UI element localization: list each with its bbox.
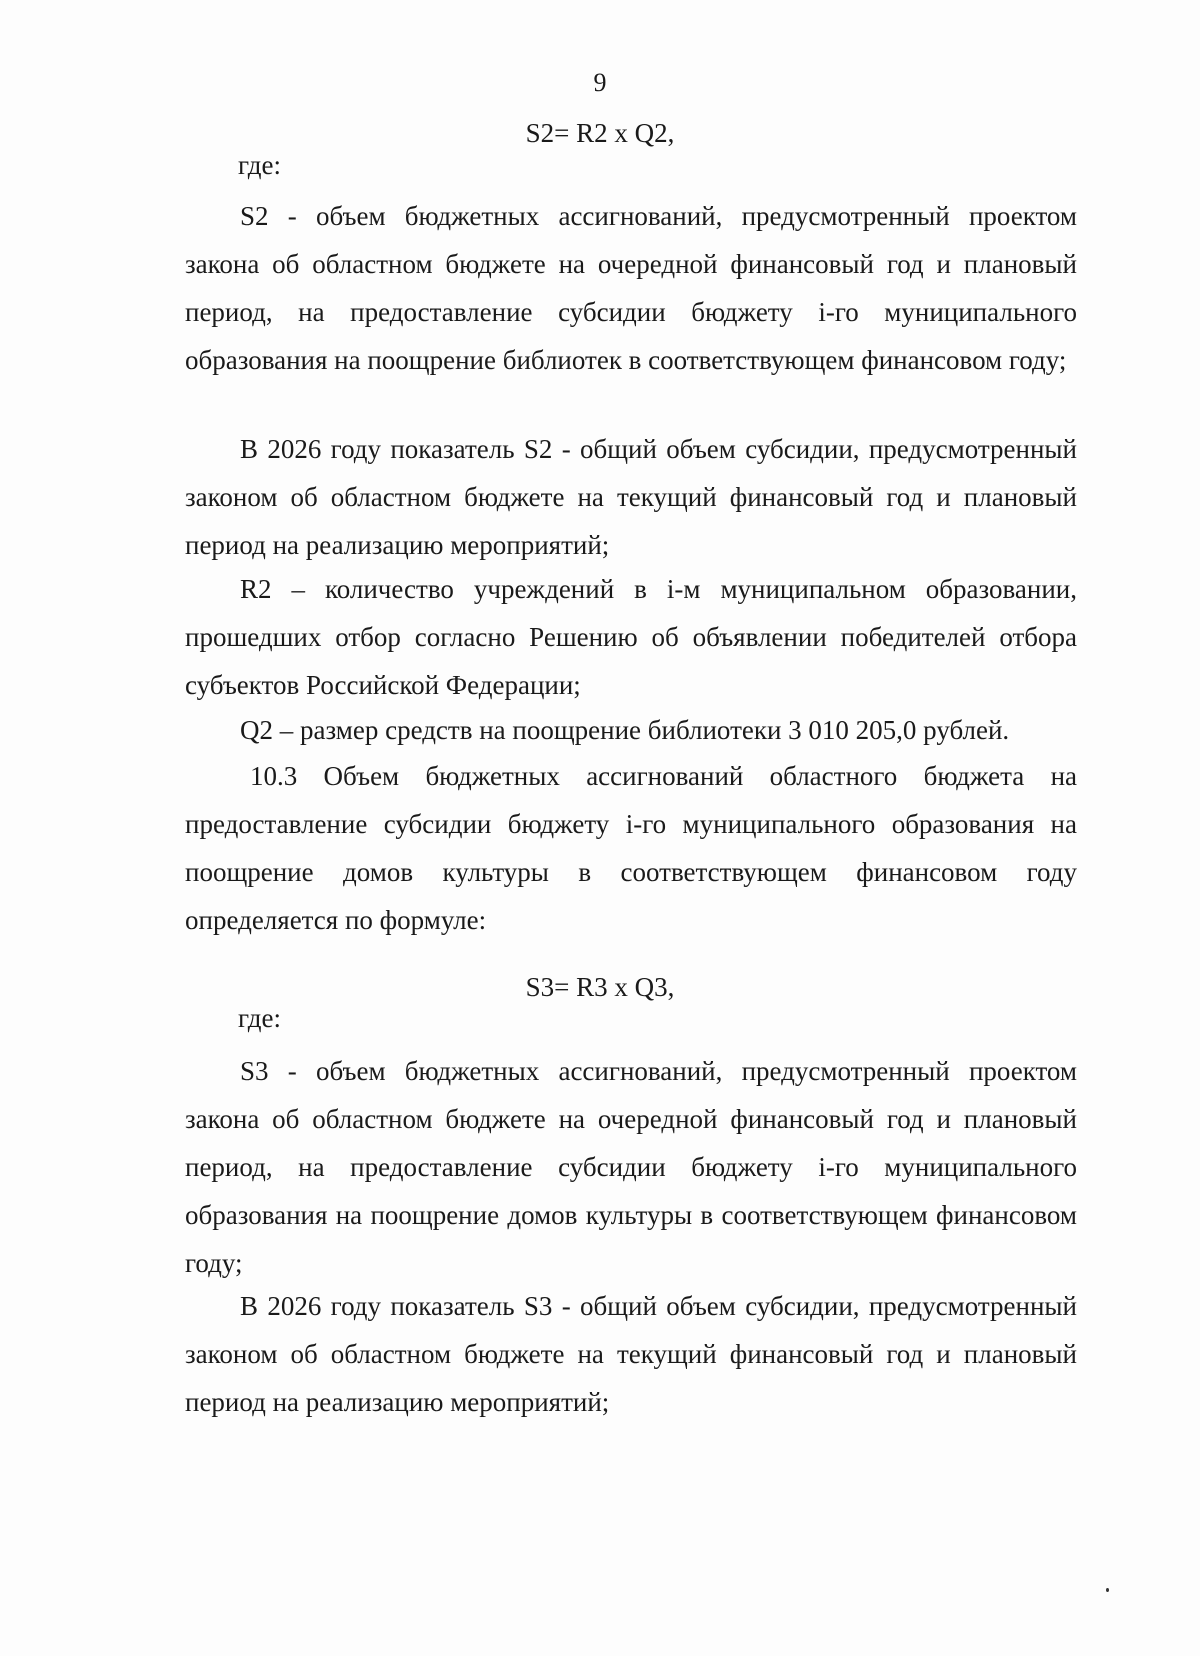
paragraph-s3-2026: В 2026 году показатель S3 - общий объем субсидии, предусмотренный законом об областном бюджете на текущий финансовый год и плановый период на реализацию мероприятий;	[185, 1291, 1077, 1417]
formula-s2: S2= R2 x Q2,	[525, 118, 675, 148]
paragraph-s2-2026: В 2026 году показатель S2 - общий объем субсидии, предусмотренный законом об областном бюджете на текущий финансовый год и плановый период на реализацию мероприятий;	[185, 434, 1077, 560]
paragraph-s2-definition: S2 - объем бюджетных ассигнований, предусмотренный проектом закона об областном бюджете на очередной финансовый год и плановый период, на предоставление субсидии бюджету i-го муниципального образования на поощрение библиотек в соответствующем финансовом году;	[185, 201, 1077, 375]
formula-s3: S3= R3 x Q3,	[525, 972, 675, 1002]
where-label: где:	[238, 150, 281, 180]
paragraph-q2-definition: Q2 – размер средств на поощрение библиотеки 3 010 205,0 рублей.	[240, 715, 1010, 745]
scan-speck	[1106, 1588, 1109, 1592]
page-number: 9	[593, 68, 607, 97]
paragraph-10-3: 10.3 Объем бюджетных ассигнований областного бюджета на предоставление субсидии бюджету i-го муниципального образования на поощрение домов культуры в соответствующем финансовом году определяется по формуле:	[185, 761, 1077, 935]
paragraph-r2-definition: R2 – количество учреждений в i-м муниципальном образовании, прошедших отбор согласно Решению об объявлении победителей отбора субъектов Российской Федерации;	[185, 574, 1077, 700]
paragraph-s3-definition: S3 - объем бюджетных ассигнований, предусмотренный проектом закона об областном бюджете на очередной финансовый год и плановый период, на предоставление субсидии бюджету i-го муниципального образования на поощрение домов культуры в соответствующем финансовом году;	[185, 1056, 1077, 1278]
where-label: где:	[238, 1003, 281, 1033]
